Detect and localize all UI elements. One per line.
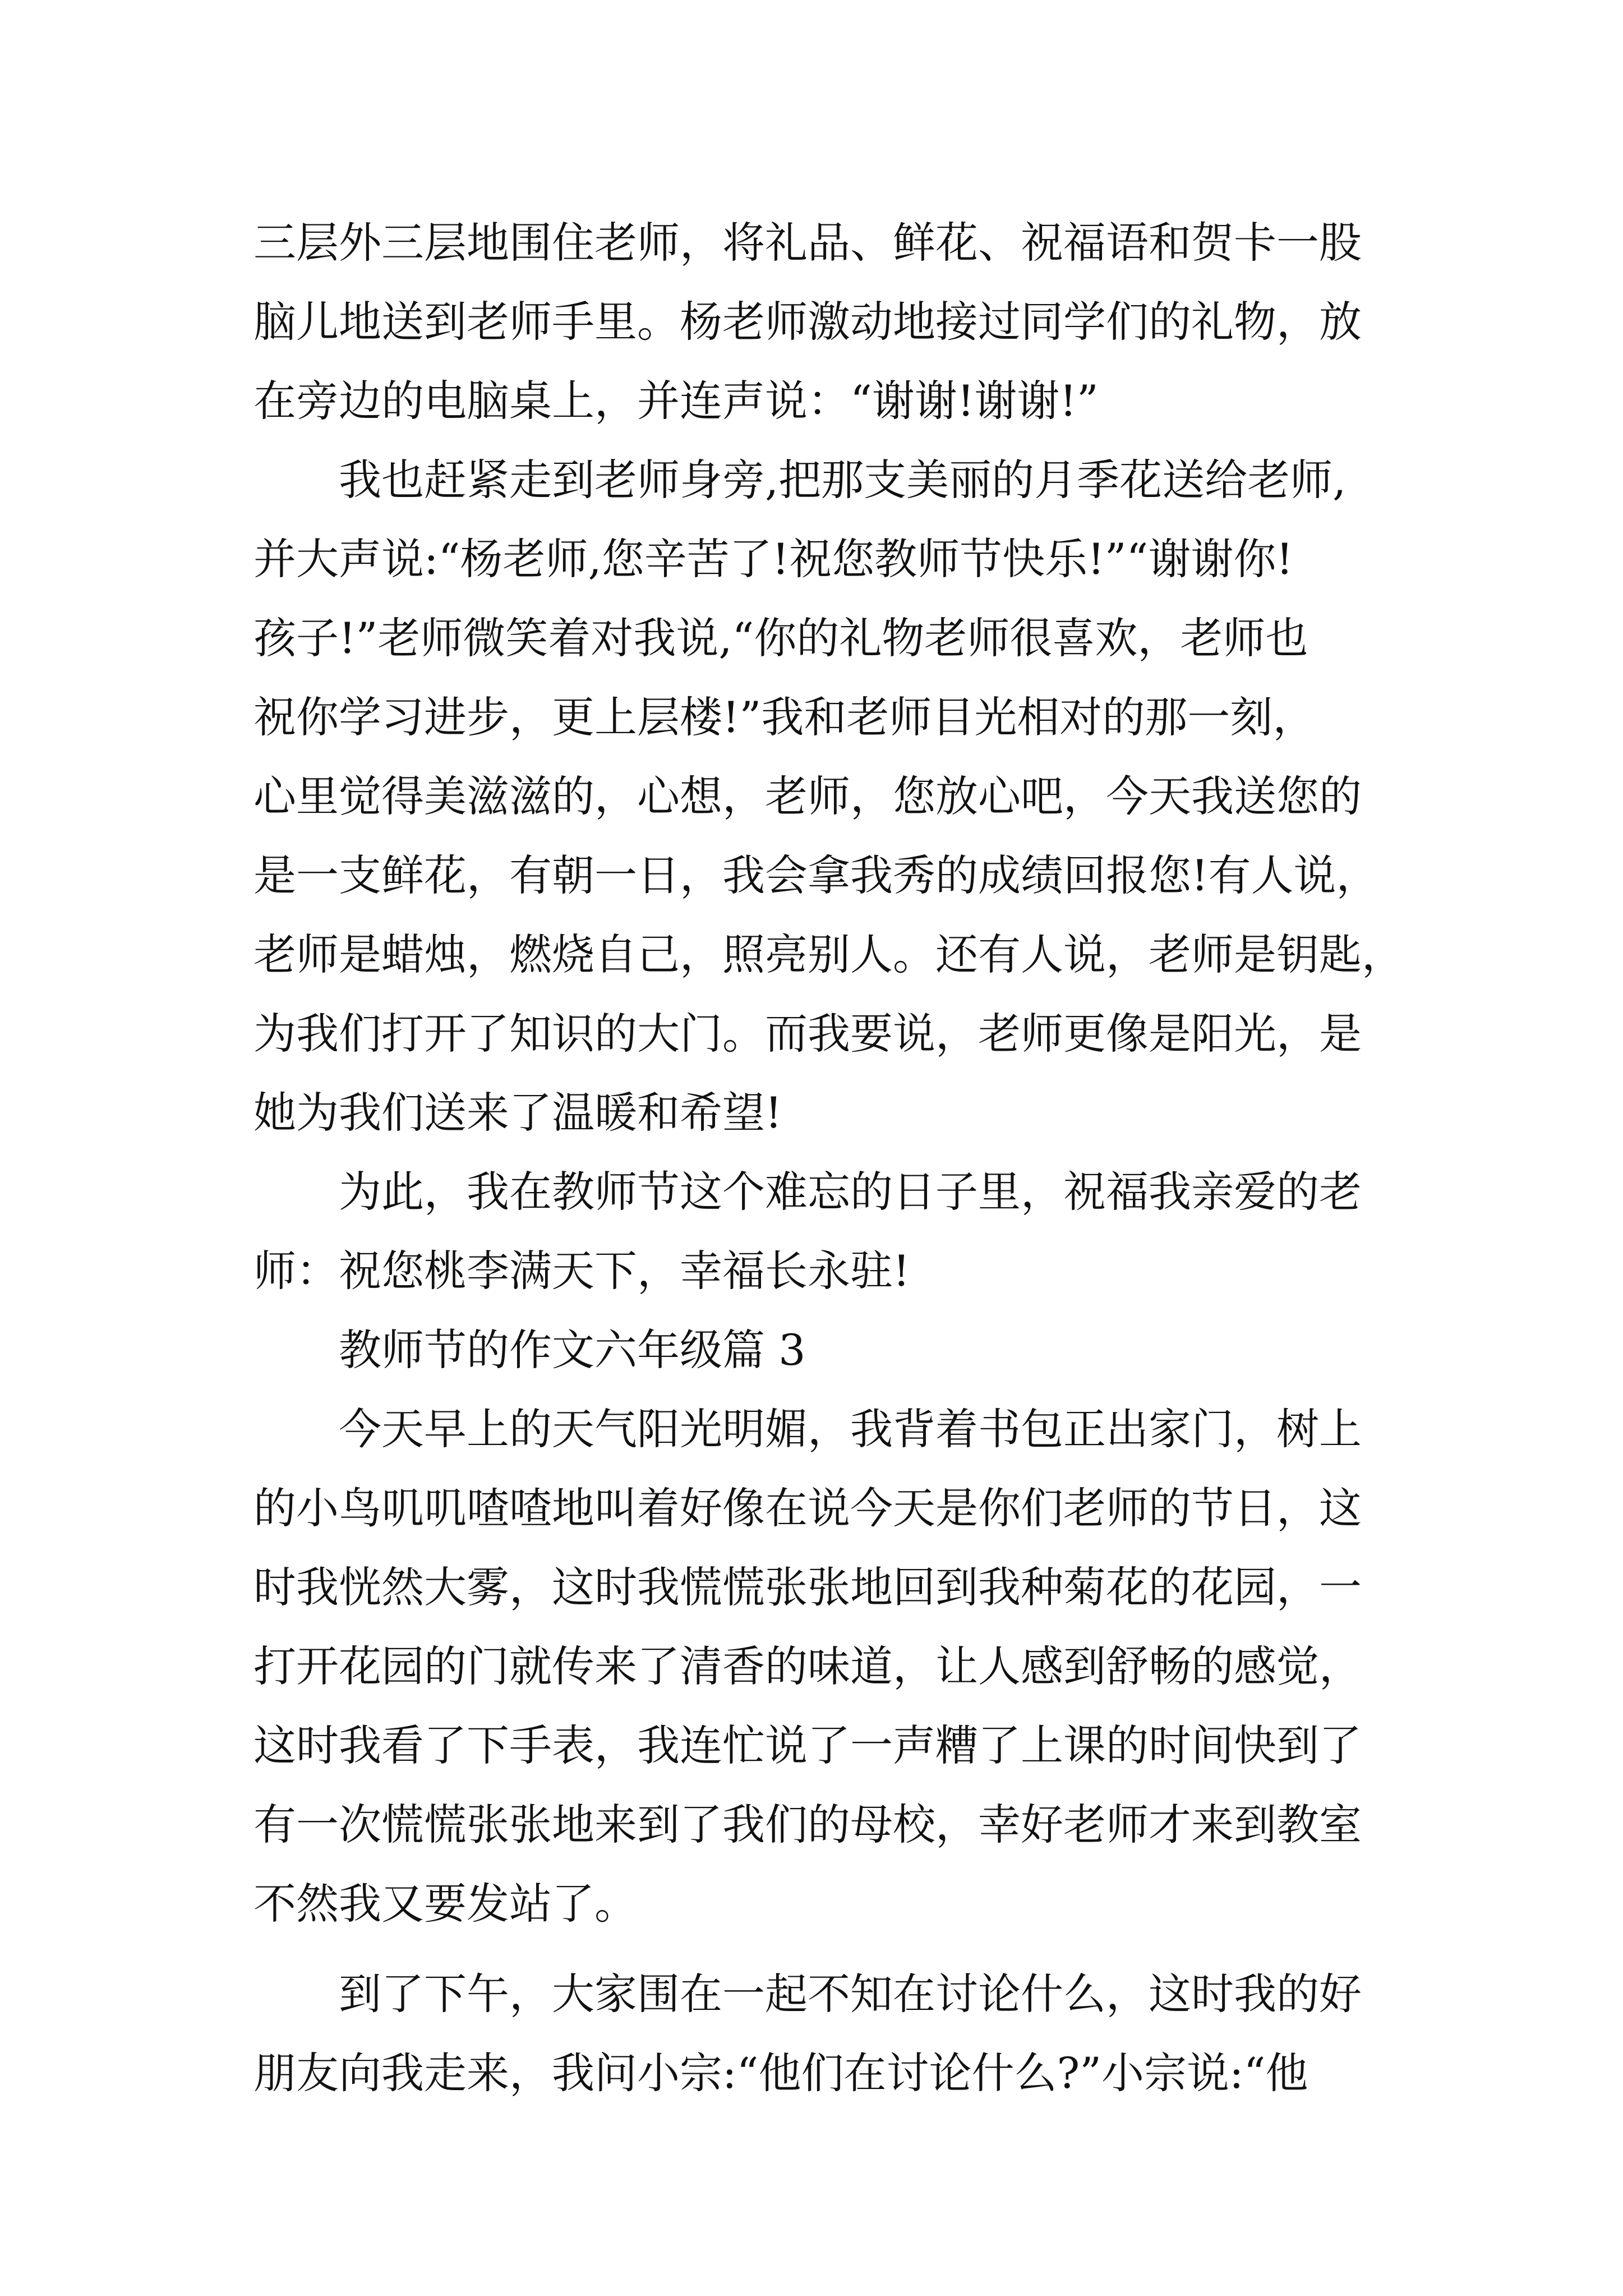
paragraph-start-line: 为此，我在教师节这个难忘的日子里，祝福我亲爱的老 (339, 1167, 1362, 1217)
document-body (253, 203, 1404, 2113)
text-line: 师：祝您桃李满天下，幸福长永驻! (253, 1246, 910, 1296)
text-line: 脑儿地送到老师手里。杨老师激动地接过同学们的礼物，放 (253, 297, 1362, 347)
text-line: 为我们打开了知识的大门。而我要说，老师更像是阳光，是 (253, 1009, 1362, 1059)
text-line: 在旁边的电脑桌上，并连声说：“谢谢!谢谢!” (253, 376, 1099, 426)
text-line: 并大声说:“杨老师,您辛苦了!祝您教师节快乐!”“谢谢你! (253, 534, 1293, 584)
text-line: 打开花园的门就传来了清香的味道，让人感到舒畅的感觉， (253, 1641, 1362, 1691)
text-line: 是一支鲜花，有朝一日，我会拿我秀的成绩回报您!有人说， (253, 850, 1379, 900)
text-line: 孩子!”老师微笑着对我说,“你的礼物老师很喜欢，老师也 (253, 613, 1308, 663)
text-line: 她为我们送来了温暖和希望! (253, 1088, 782, 1138)
text-line: 三层外三层地围住老师，将礼品、鲜花、祝福语和贺卡一股 (253, 218, 1362, 268)
text-line: 祝你学习进步，更上层楼!”我和老师目光相对的那一刻， (253, 692, 1316, 742)
paragraph-start-line: 到了下午，大家围在一起不知在讨论什么，这时我的好 (339, 1969, 1362, 2019)
text-line: 朋友向我走来，我问小宗:“他们在讨论什么?”小宗说:“他 (253, 2048, 1308, 2098)
text-line: 有一次慌慌张张地来到了我们的母校，幸好老师才来到教室 (253, 1800, 1362, 1849)
text-line: 这时我看了下手表，我连忙说了一声糟了上课的时间快到了 (253, 1720, 1362, 1770)
paragraph-start-line: 我也赶紧走到老师身旁,把那支美丽的月季花送给老师, (339, 455, 1347, 505)
text-line: 心里觉得美滋滋的，心想，老师，您放心吧，今天我送您的 (253, 771, 1362, 821)
text-line: 的小鸟叽叽喳喳地叫着好像在说今天是你们老师的节日，这 (253, 1483, 1362, 1533)
paragraph-gap (253, 1943, 1386, 1954)
text-line: 时我恍然大雾，这时我慌慌张张地回到我种菊花的花园，一 (253, 1562, 1362, 1612)
text-line: 老师是蜡烛，燃烧自己，照亮别人。还有人说，老师是钥匙， (253, 930, 1404, 979)
section-heading: 教师节的作文六年级篇 3 (339, 1325, 806, 1375)
text-line: 不然我又要发站了。 (253, 1879, 637, 1929)
paragraph-start-line: 今天早上的天气阳光明媚，我背着书包正出家门，树上 (339, 1404, 1362, 1454)
